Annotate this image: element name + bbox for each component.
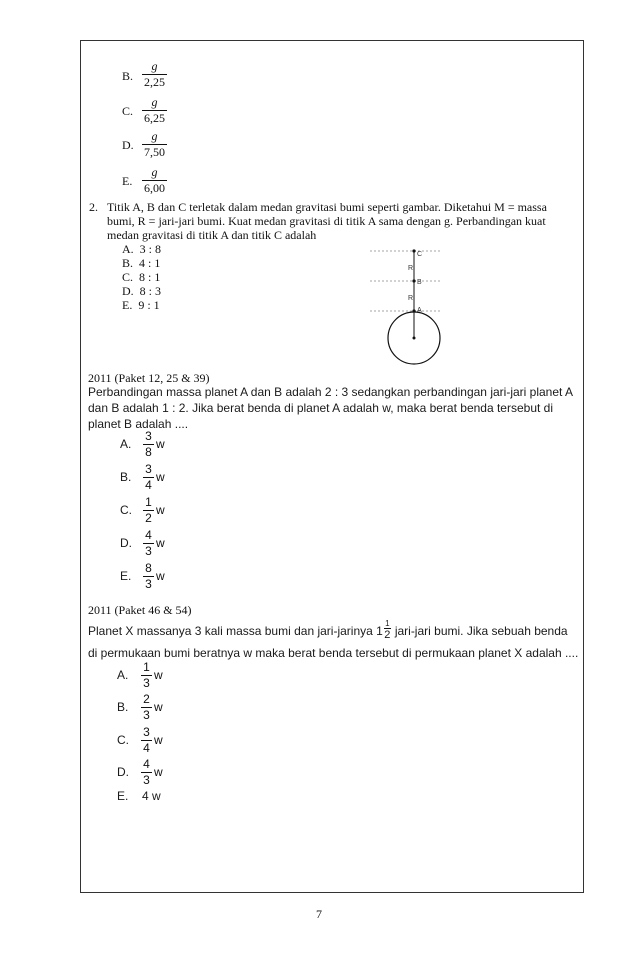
denominator: 2,25	[144, 75, 165, 89]
unit-w: w	[154, 668, 163, 682]
sec2-line-2: di permukaan bumi beratnya w maka berat benda tersebut di permukaan planet X adalah ....	[88, 646, 579, 660]
numerator: 3	[143, 725, 150, 739]
sec1-option-a-label: A.	[120, 437, 132, 451]
denominator: 6,25	[144, 111, 165, 125]
numerator: 3	[145, 462, 152, 476]
numerator: g	[151, 95, 158, 109]
sec1-option-d-fraction	[143, 529, 154, 558]
numerator: 8	[145, 561, 152, 575]
denominator: 7,50	[144, 145, 165, 159]
label-b: B	[417, 279, 422, 286]
sec2-option-a-label: A.	[117, 668, 129, 682]
q2-number: 2.	[89, 200, 98, 214]
unit-w: w	[156, 569, 165, 583]
sec2-option-c-label: C.	[117, 733, 129, 747]
q1-option-e-label: E.	[122, 174, 133, 188]
q2-option-e: E. 9 : 1	[122, 298, 160, 312]
label-c: C	[417, 251, 423, 258]
sec2-option-d-label: D.	[117, 765, 129, 779]
numerator: 4	[145, 528, 152, 542]
unit-w: w	[154, 733, 163, 747]
numerator: g	[151, 165, 158, 179]
denominator: 4	[145, 478, 152, 492]
sec2-option-a-fraction	[141, 661, 152, 690]
sec2-option-b-label: B.	[117, 700, 129, 714]
line-text: jari-jari bumi. Jika sebuah benda	[394, 623, 568, 638]
q1-option-d-fraction	[142, 130, 167, 159]
sec1-line-2: dan B adalah 1 : 2. Jika berat benda di planet A adalah w, maka berat benda tersebut di	[88, 401, 553, 415]
sec1-line-1: Perbandingan massa planet A dan B adalah 2 : 3 sedangkan perbandingan jari-jari planet A	[88, 385, 574, 399]
label-r-upper: R	[408, 265, 414, 272]
sec2-option-e-value: 4 w	[142, 789, 161, 803]
q2-line-3: medan gravitasi di titik A dan titik C adalah	[107, 228, 317, 242]
unit-w: w	[154, 765, 163, 779]
gravity-field-figure	[370, 244, 470, 370]
sec1-option-a-fraction	[143, 430, 154, 459]
denominator: 3	[143, 773, 150, 787]
q1-option-e-fraction	[142, 166, 167, 195]
page-number: 7	[316, 907, 322, 921]
unit-w: w	[154, 700, 163, 714]
numerator: 1	[385, 619, 390, 628]
q1-option-c-label: C.	[122, 104, 134, 118]
q2-line-1: Titik A, B dan C terletak dalam medan gravitasi bumi seperti gambar. Diketahui M = massa	[107, 200, 547, 214]
point-b-dot	[412, 279, 415, 282]
section-heading: 2011 (Paket 46 & 54)	[88, 603, 192, 617]
numerator: g	[151, 129, 158, 143]
sec2-option-d-fraction	[141, 758, 152, 787]
line-text: Planet X massanya 3 kali massa bumi dan jari-jarinya 1	[88, 623, 383, 638]
sec1-option-d-label: D.	[120, 536, 132, 550]
denominator: 2	[384, 629, 391, 641]
denominator: 2	[145, 511, 152, 525]
denominator: 8	[145, 445, 152, 459]
numerator: g	[151, 59, 158, 73]
numerator: 4	[143, 757, 150, 771]
q1-option-d-label: D.	[122, 138, 134, 152]
q1-option-c-fraction	[142, 96, 167, 125]
sec1-option-b-label: B.	[120, 470, 132, 484]
q1-option-b-fraction	[142, 60, 167, 89]
label-a: A	[417, 307, 422, 314]
unit-w: w	[156, 503, 165, 517]
sec2-option-e-label: E.	[117, 789, 129, 803]
sec1-line-3: planet B adalah ....	[88, 417, 189, 431]
denominator: 3	[145, 544, 152, 558]
q2-option-b: B. 4 : 1	[122, 256, 161, 270]
unit-w: w	[156, 536, 165, 550]
point-c-dot	[412, 249, 415, 252]
sec1-option-c-fraction	[143, 496, 154, 525]
denominator: 3	[143, 676, 150, 690]
denominator: 4	[143, 741, 150, 755]
denominator: 3	[143, 708, 150, 722]
numerator: 2	[143, 692, 150, 706]
denominator: 6,00	[144, 181, 165, 195]
numerator: 3	[145, 429, 152, 443]
q2-option-d: D. 8 : 3	[122, 284, 162, 298]
unit-w: w	[156, 437, 165, 451]
unit-w: w	[156, 470, 165, 484]
sec2-option-b-fraction	[141, 693, 152, 722]
sec1-option-e-label: E.	[120, 569, 132, 583]
numerator: 1	[143, 660, 150, 674]
sec1-option-c-label: C.	[120, 503, 132, 517]
sec1-option-b-fraction	[143, 463, 154, 492]
mixed-fraction	[384, 619, 391, 641]
sec2-option-c-fraction	[141, 726, 152, 755]
q1-option-b-label: B.	[122, 69, 134, 83]
q2-line-2: bumi, R = jari-jari bumi. Kuat medan gravitasi di titik A sama dengan g. Perbandingan kuat	[107, 214, 546, 228]
earth-center-dot	[413, 337, 416, 340]
section-heading: 2011 (Paket 12, 25 & 39)	[88, 371, 210, 385]
q2-option-a: A. 3 : 8	[122, 242, 162, 256]
sec2-line-1	[88, 620, 568, 642]
numerator: 1	[145, 495, 152, 509]
label-r-lower: R	[408, 295, 414, 302]
q2-option-c: C. 8 : 1	[122, 270, 161, 284]
denominator: 3	[145, 577, 152, 591]
sec1-option-e-fraction	[143, 562, 154, 591]
